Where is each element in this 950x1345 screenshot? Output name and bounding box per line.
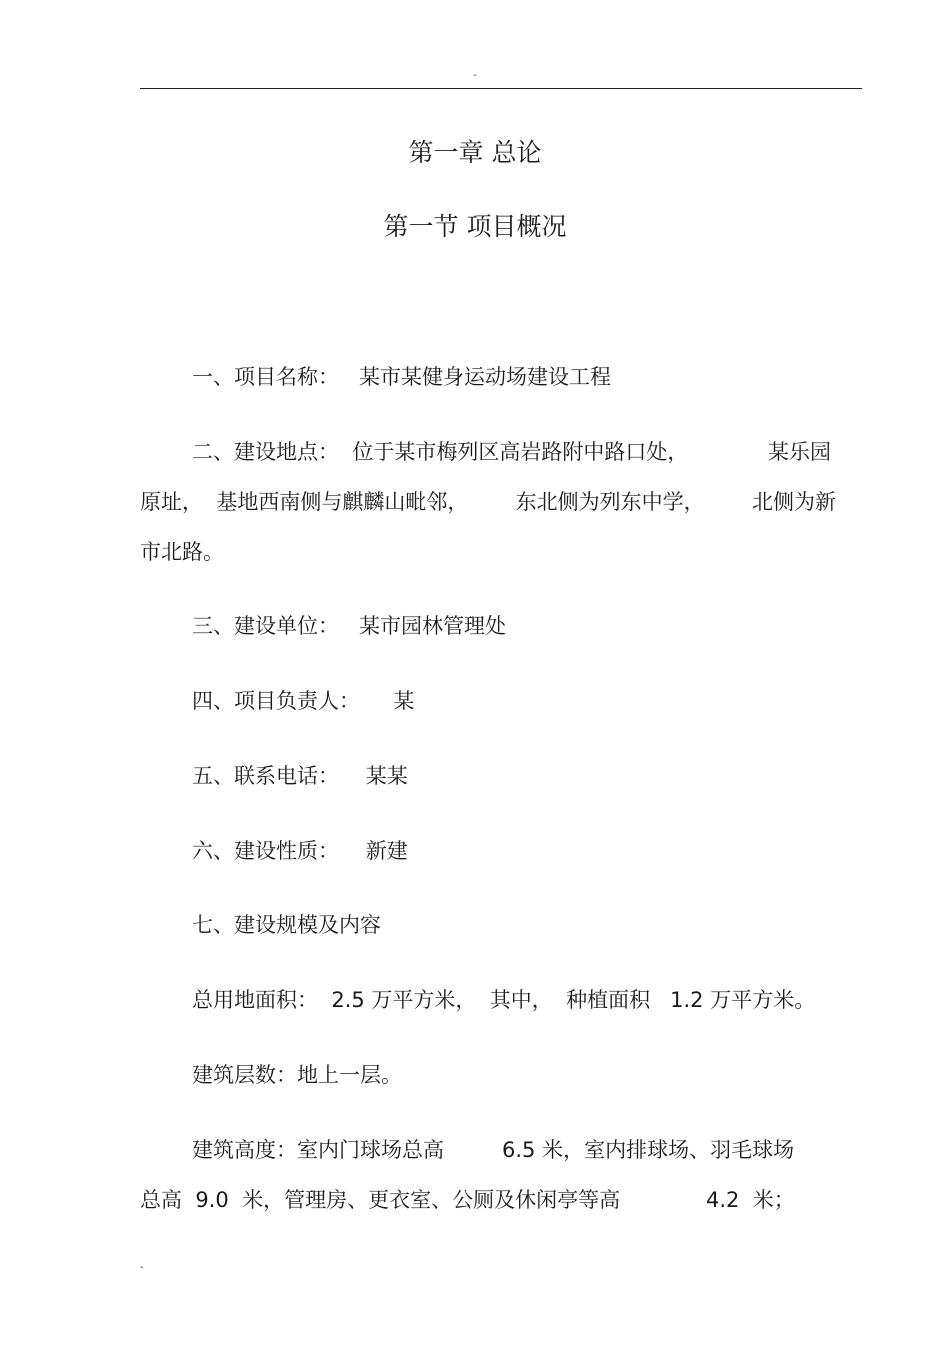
item-location-line3: 市北路。 (140, 540, 224, 564)
location-line2-part1: 原址， 基地西南侧与麒麟山毗邻， (140, 490, 469, 514)
item-contact-phone: 五、联系电话： 某某 (192, 764, 408, 788)
item-build-scale: 七、建设规模及内容 (192, 913, 381, 937)
header-rule (140, 88, 862, 89)
item-height-line2: 总高 9.0 米，管理房、更衣室、公厕及休闲亭等高 (140, 1188, 621, 1212)
item-height-line1-end: 6.5 米，室内排球场、羽毛球场 (502, 1138, 795, 1162)
location-line2-part3: 北侧为新 (751, 490, 836, 514)
item-location-line1: 二、建设地点： 位于某市梅列区高岩路附中路口处， (192, 440, 689, 464)
item-build-unit: 三、建设单位： 某市园林管理处 (192, 614, 507, 638)
footer-mark: - (140, 1262, 144, 1273)
item-floors: 建筑层数：地上一层。 (192, 1063, 402, 1087)
section-title: 第一节 项目概况 (383, 212, 567, 241)
item-project-leader: 四、项目负责人： 某 (192, 689, 415, 713)
header-mark: - (473, 70, 477, 81)
location-line2-part2: 东北侧为列东中学， (515, 490, 705, 514)
item-height-line2-end: 4.2 米； (706, 1188, 795, 1212)
item-project-name: 一、项目名称： 某市某健身运动场建设工程 (192, 365, 612, 389)
item-total-area: 总用地面积： 2.5 万平方米， 其中， 种植面积 1.2 万平方米。 (192, 988, 816, 1012)
item-height-line1: 建筑高度：室内门球场总高 (192, 1138, 444, 1162)
item-build-nature: 六、建设性质： 新建 (192, 839, 408, 863)
chapter-title: 第一章 总论 (408, 138, 542, 167)
item-location-line1-end: 某乐园 (768, 440, 831, 464)
item-location-line2 (140, 488, 836, 516)
